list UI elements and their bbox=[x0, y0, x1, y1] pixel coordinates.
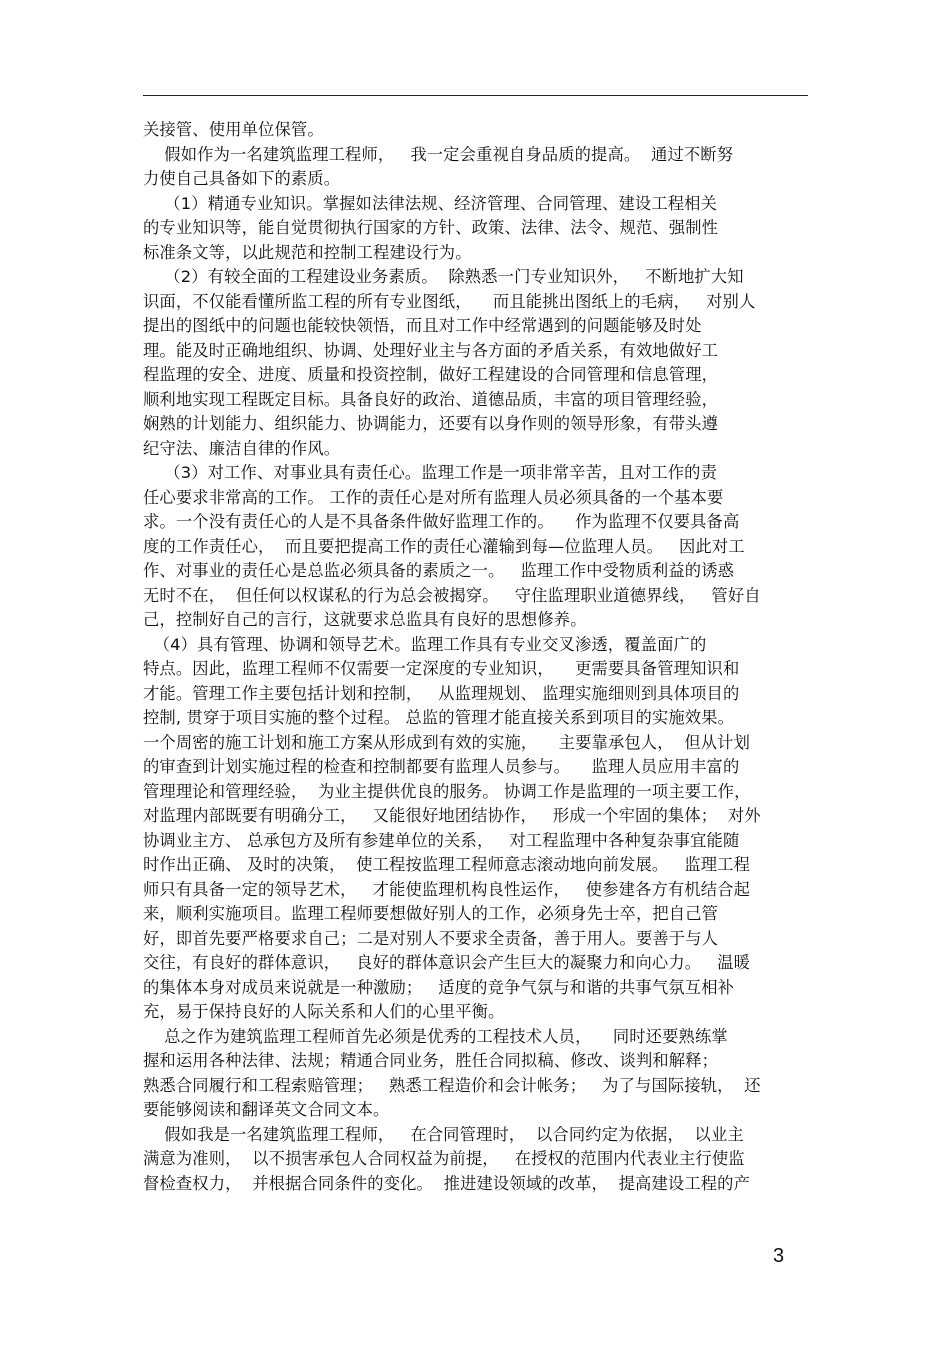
text-line: 求。一个没有责任心的人是不具备条件做好监理工作的。 作为监理不仅要具备高 bbox=[143, 512, 740, 531]
text-line: 一个周密的施工计划和施工方案从形成到有效的实施， 主要靠承包人， 但从计划 bbox=[143, 732, 751, 752]
text-line: 对监理内部既要有明确分工， 又能很好地团结协作， 形成一个牢固的集体； 对外 bbox=[143, 806, 761, 825]
text-line: 特点。因此，监理工程师不仅需要一定深度的专业知识， 更需要具备管理知识和 bbox=[143, 659, 740, 678]
text-line: 的专业知识等，能自觉贯彻执行国家的方针、政策、法律、法令、规范、强制性 bbox=[143, 218, 719, 237]
header-divider bbox=[143, 95, 808, 96]
text-line: 理。能及时正确地组织、协调、处理好业主与各方面的矛盾关系，有效地做好工 bbox=[143, 340, 719, 360]
text-line: 力使自己具备如下的素质。 bbox=[143, 169, 341, 188]
text-line: 时作出正确、 及时的决策， 使工程按监理工程师意志滚动地向前发展。 监理工程 bbox=[143, 855, 751, 874]
page-number: 3 bbox=[773, 1245, 785, 1267]
text-line: 识面，不仅能看懂所监工程的所有专业图纸， 而且能挑出图纸上的毛病， 对别人 bbox=[143, 291, 756, 311]
text-line: 熟悉合同履行和工程索赔管理； 熟悉工程造价和会计帐务； 为了与国际接轨， 还 bbox=[143, 1075, 761, 1095]
text-line: 关接管、使用单位保管。 bbox=[143, 120, 324, 139]
text-line: 顺利地实现工程既定目标。具备良好的政治、道德品质，丰富的项目管理经验， bbox=[143, 389, 719, 409]
text-line: 假如作为一名建筑监理工程师， 我一定会重视自身品质的提高。 通过不断努 bbox=[143, 144, 734, 164]
text-line: 督检查权力， 并根据合同条件的变化。 推进建设领域的改革， 提高建设工程的产 bbox=[143, 1173, 751, 1193]
text-line: 纪守法、廉洁自律的作风。 bbox=[143, 438, 341, 458]
text-line: 的审查到计划实施过程的检查和控制都要有监理人员参与。 监理人员应用丰富的 bbox=[143, 757, 740, 776]
text-line: 提出的图纸中的问题也能较快领悟，而且对工作中经常遇到的问题能够及时处 bbox=[143, 316, 702, 335]
text-line: 己，控制好自己的言行，这就要求总监具有良好的思想修养。 bbox=[143, 610, 587, 629]
text-line: 娴熟的计划能力、组织能力、协调能力，还要有以身作则的领导形象，有带头遵 bbox=[143, 414, 719, 433]
text-line: 才能。管理工作主要包括计划和控制， 从监理规划、 监理实施细则到具体项目的 bbox=[143, 683, 740, 703]
text-line: 标准条文等，以此规范和控制工程建设行为。 bbox=[143, 242, 472, 262]
text-line: （4）具有管理、协调和领导艺术。监理工作具有专业交叉渗透，覆盖面广的 bbox=[143, 634, 707, 654]
text-line: 好，即首先要严格要求自己；二是对别人不要求全责备，善于用人。要善于与人 bbox=[143, 928, 719, 948]
text-line: 握和运用各种法律、法规；精通合同业务，胜任合同拟稿、修改、谈判和解释； bbox=[143, 1051, 719, 1070]
text-line: 作、对事业的责任心是总监必须具备的素质之一。 监理工作中受物质利益的诱惑 bbox=[143, 561, 735, 580]
text-line: 来，顺利实施项目。监理工程师要想做好别人的工作，必须身先士卒，把自己管 bbox=[143, 904, 719, 923]
text-line: 充，易于保持良好的人际关系和人们的心里平衡。 bbox=[143, 1002, 505, 1021]
text-line: 假如我是一名建筑监理工程师， 在合同管理时， 以合同约定为依据， 以业主 bbox=[143, 1124, 744, 1144]
text-line: 满意为准则， 以不损害承包人合同权益为前提， 在授权的范围内代表业主行使监 bbox=[143, 1149, 745, 1168]
text-line: 的集体本身对成员来说就是一种激励； 适度的竞争气氛与和谐的共事气氛互相补 bbox=[143, 977, 735, 997]
text-line: （1）精通专业知识。掌握如法律法规、经济管理、合同管理、建设工程相关 bbox=[143, 193, 718, 213]
text-line: 要能够阅读和翻译英文合同文本。 bbox=[143, 1100, 390, 1119]
text-line: 总之作为建筑监理工程师首先必须是优秀的工程技术人员， 同时还要熟练掌 bbox=[143, 1026, 728, 1046]
text-line: 程监理的安全、进度、质量和投资控制，做好工程建设的合同管理和信息管理， bbox=[143, 365, 719, 384]
text-line: 无时不在， 但任何以权谋私的行为总会被揭穿。 守住监理职业道德界线， 管好自 bbox=[143, 585, 761, 605]
text-line: 控制, 贯穿于项目实施的整个过程。 总监的管理才能直接关系到项目的实施效果。 bbox=[143, 708, 735, 727]
text-line: 交往，有良好的群体意识， 良好的群体意识会产生巨大的凝聚力和向心力。 温暖 bbox=[143, 953, 751, 972]
text-line: 协调业主方、 总承包方及所有参建单位的关系， 对工程监理中各种复杂事宜能随 bbox=[143, 830, 740, 850]
text-line: 度的工作责任心， 而且要把提高工作的责任心灌输到每—位监理人员。 因此对工 bbox=[143, 536, 745, 556]
text-line: 管理理论和管理经验， 为业主提供优良的服务。 协调工作是监理的一项主要工作， bbox=[143, 781, 751, 801]
text-line: （3）对工作、对事业具有责任心。监理工作是一项非常辛苦，且对工作的责 bbox=[143, 463, 718, 482]
text-line: 师只有具备一定的领导艺术， 才能使监理机构良性运作， 使参建各方有机结合起 bbox=[143, 879, 751, 899]
body-text bbox=[143, 118, 813, 1196]
text-line: 任心要求非常高的工作。 工作的责任心是对所有监理人员必须具备的一个基本要 bbox=[143, 487, 724, 507]
text-line: （2）有较全面的工程建设业务素质。 除熟悉一门专业知识外， 不断地扩大知 bbox=[143, 267, 744, 286]
